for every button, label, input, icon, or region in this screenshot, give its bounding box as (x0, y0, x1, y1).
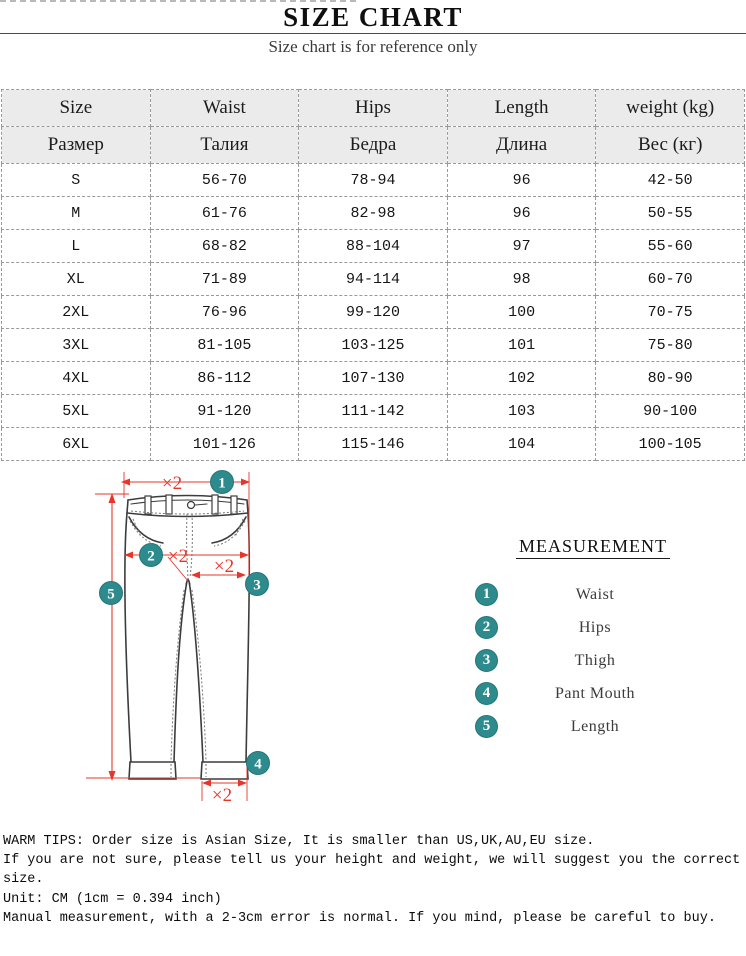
column-header-ru: Длина (447, 127, 596, 164)
title-divider (0, 33, 746, 34)
table-cell: 115-146 (299, 428, 448, 461)
legend-number-badge: 3 (475, 649, 498, 672)
legend-item (440, 612, 746, 645)
table-cell: 88-104 (299, 230, 448, 263)
svg-text:5: 5 (107, 586, 115, 603)
column-header-en: Hips (299, 90, 448, 127)
table-cell: 76-96 (150, 296, 299, 329)
times2-waist-label: ×2 (161, 473, 183, 494)
table-cell: 3XL (2, 329, 151, 362)
size-table-body (2, 164, 745, 461)
table-cell: 111-142 (299, 395, 448, 428)
legend-number-badge: 5 (475, 715, 498, 738)
legend-item (440, 711, 746, 744)
warm-tip-line: size. (3, 872, 44, 888)
table-cell: 94-114 (299, 263, 448, 296)
column-header-ru: Бедра (299, 127, 448, 164)
legend-item (440, 645, 746, 678)
table-row (2, 263, 745, 296)
table-cell: 103-125 (299, 329, 448, 362)
table-cell: 91-120 (150, 395, 299, 428)
page-subtitle: Size chart is for reference only (268, 37, 478, 56)
times2-pant-mouth-label: ×2 (211, 785, 233, 806)
warm-tip-line: Manual measurement, with a 2-3cm error is normal. If you mind, please be careful to buy. (3, 910, 716, 926)
legend-item-label: Hips (578, 619, 612, 636)
table-cell: 104 (447, 428, 596, 461)
table-cell: 6XL (2, 428, 151, 461)
column-header-en-row (2, 90, 745, 127)
table-row (2, 164, 745, 197)
table-cell: 99-120 (299, 296, 448, 329)
measurement-legend-title: MEASUREMENT (516, 536, 670, 559)
times2-labels (162, 473, 234, 806)
table-cell: M (2, 197, 151, 230)
table-cell: 101-126 (150, 428, 299, 461)
legend-item (440, 678, 746, 711)
table-cell: 101 (447, 329, 596, 362)
table-cell: 70-75 (596, 296, 745, 329)
table-row (2, 296, 745, 329)
table-row (2, 395, 745, 428)
legend-number-badge: 2 (475, 616, 498, 639)
page-title: SIZE CHART (283, 2, 463, 32)
measurement-arrows (86, 472, 250, 801)
warm-tip-line: Unit: CM (1cm = 0.394 inch) (3, 891, 222, 907)
marker-2-hips (140, 544, 163, 567)
table-cell: 80-90 (596, 362, 745, 395)
table-row (2, 230, 745, 263)
table-cell: 55-60 (596, 230, 745, 263)
table-cell: 56-70 (150, 164, 299, 197)
table-cell: 81-105 (150, 329, 299, 362)
svg-text:3: 3 (253, 577, 261, 594)
column-header-en: weight (kg) (596, 90, 745, 127)
legend-number-badge: 1 (475, 583, 498, 606)
svg-text:1: 1 (218, 475, 226, 492)
table-cell: 42-50 (596, 164, 745, 197)
table-cell: 86-112 (150, 362, 299, 395)
table-row (2, 329, 745, 362)
table-cell: 90-100 (596, 395, 745, 428)
size-table-head (2, 90, 745, 164)
svg-text:4: 4 (254, 756, 262, 773)
column-header-en: Size (2, 90, 151, 127)
table-cell: 78-94 (299, 164, 448, 197)
legend-item (440, 579, 746, 612)
marker-3-thigh (246, 573, 269, 596)
table-cell: 107-130 (299, 362, 448, 395)
legend-item-label: Waist (575, 586, 615, 603)
table-row (2, 362, 745, 395)
marker-1-waist (211, 471, 234, 494)
legend-item-label: Length (570, 718, 620, 735)
table-cell: 5XL (2, 395, 151, 428)
pants-measurement-diagram (0, 455, 330, 815)
table-cell: 2XL (2, 296, 151, 329)
table-cell: 4XL (2, 362, 151, 395)
table-cell: 100 (447, 296, 596, 329)
times2-thigh-label: ×2 (213, 556, 235, 577)
table-cell: 98 (447, 263, 596, 296)
table-row (2, 197, 745, 230)
table-cell: 100-105 (596, 428, 745, 461)
column-header-ru: Вес (кг) (596, 127, 745, 164)
legend-item-label: Thigh (574, 652, 616, 669)
table-cell: 96 (447, 164, 596, 197)
measurement-legend-items (440, 579, 746, 744)
column-header-en: Length (447, 90, 596, 127)
legend-number-badge: 4 (475, 682, 498, 705)
table-cell: L (2, 230, 151, 263)
table-cell: XL (2, 263, 151, 296)
column-header-ru: Талия (150, 127, 299, 164)
table-cell: 97 (447, 230, 596, 263)
svg-text:2: 2 (147, 548, 155, 565)
table-cell: 61-76 (150, 197, 299, 230)
table-cell: 75-80 (596, 329, 745, 362)
column-header-ru-row (2, 127, 745, 164)
size-table (1, 89, 745, 461)
table-cell: 82-98 (299, 197, 448, 230)
column-header-en: Waist (150, 90, 299, 127)
warm-tip-line: WARM TIPS: Order size is Asian Size, It is smaller than US,UK,AU,EU size. (3, 834, 595, 849)
warm-tip-line: If you are not sure, please tell us your height and weight, we will suggest you the correct (3, 853, 741, 869)
table-cell: 102 (447, 362, 596, 395)
table-cell: 96 (447, 197, 596, 230)
warm-tips (3, 832, 746, 928)
marker-4-pant-mouth (247, 752, 270, 775)
table-cell: 68-82 (150, 230, 299, 263)
table-cell: 103 (447, 395, 596, 428)
table-cell: S (2, 164, 151, 197)
measurement-legend (440, 536, 746, 744)
table-cell: 71-89 (150, 263, 299, 296)
legend-item-label: Pant Mouth (554, 685, 636, 702)
table-cell: 50-55 (596, 197, 745, 230)
times2-hips-label: ×2 (167, 546, 189, 567)
table-cell: 60-70 (596, 263, 745, 296)
column-header-ru: Размер (2, 127, 151, 164)
marker-5-length (100, 582, 123, 605)
